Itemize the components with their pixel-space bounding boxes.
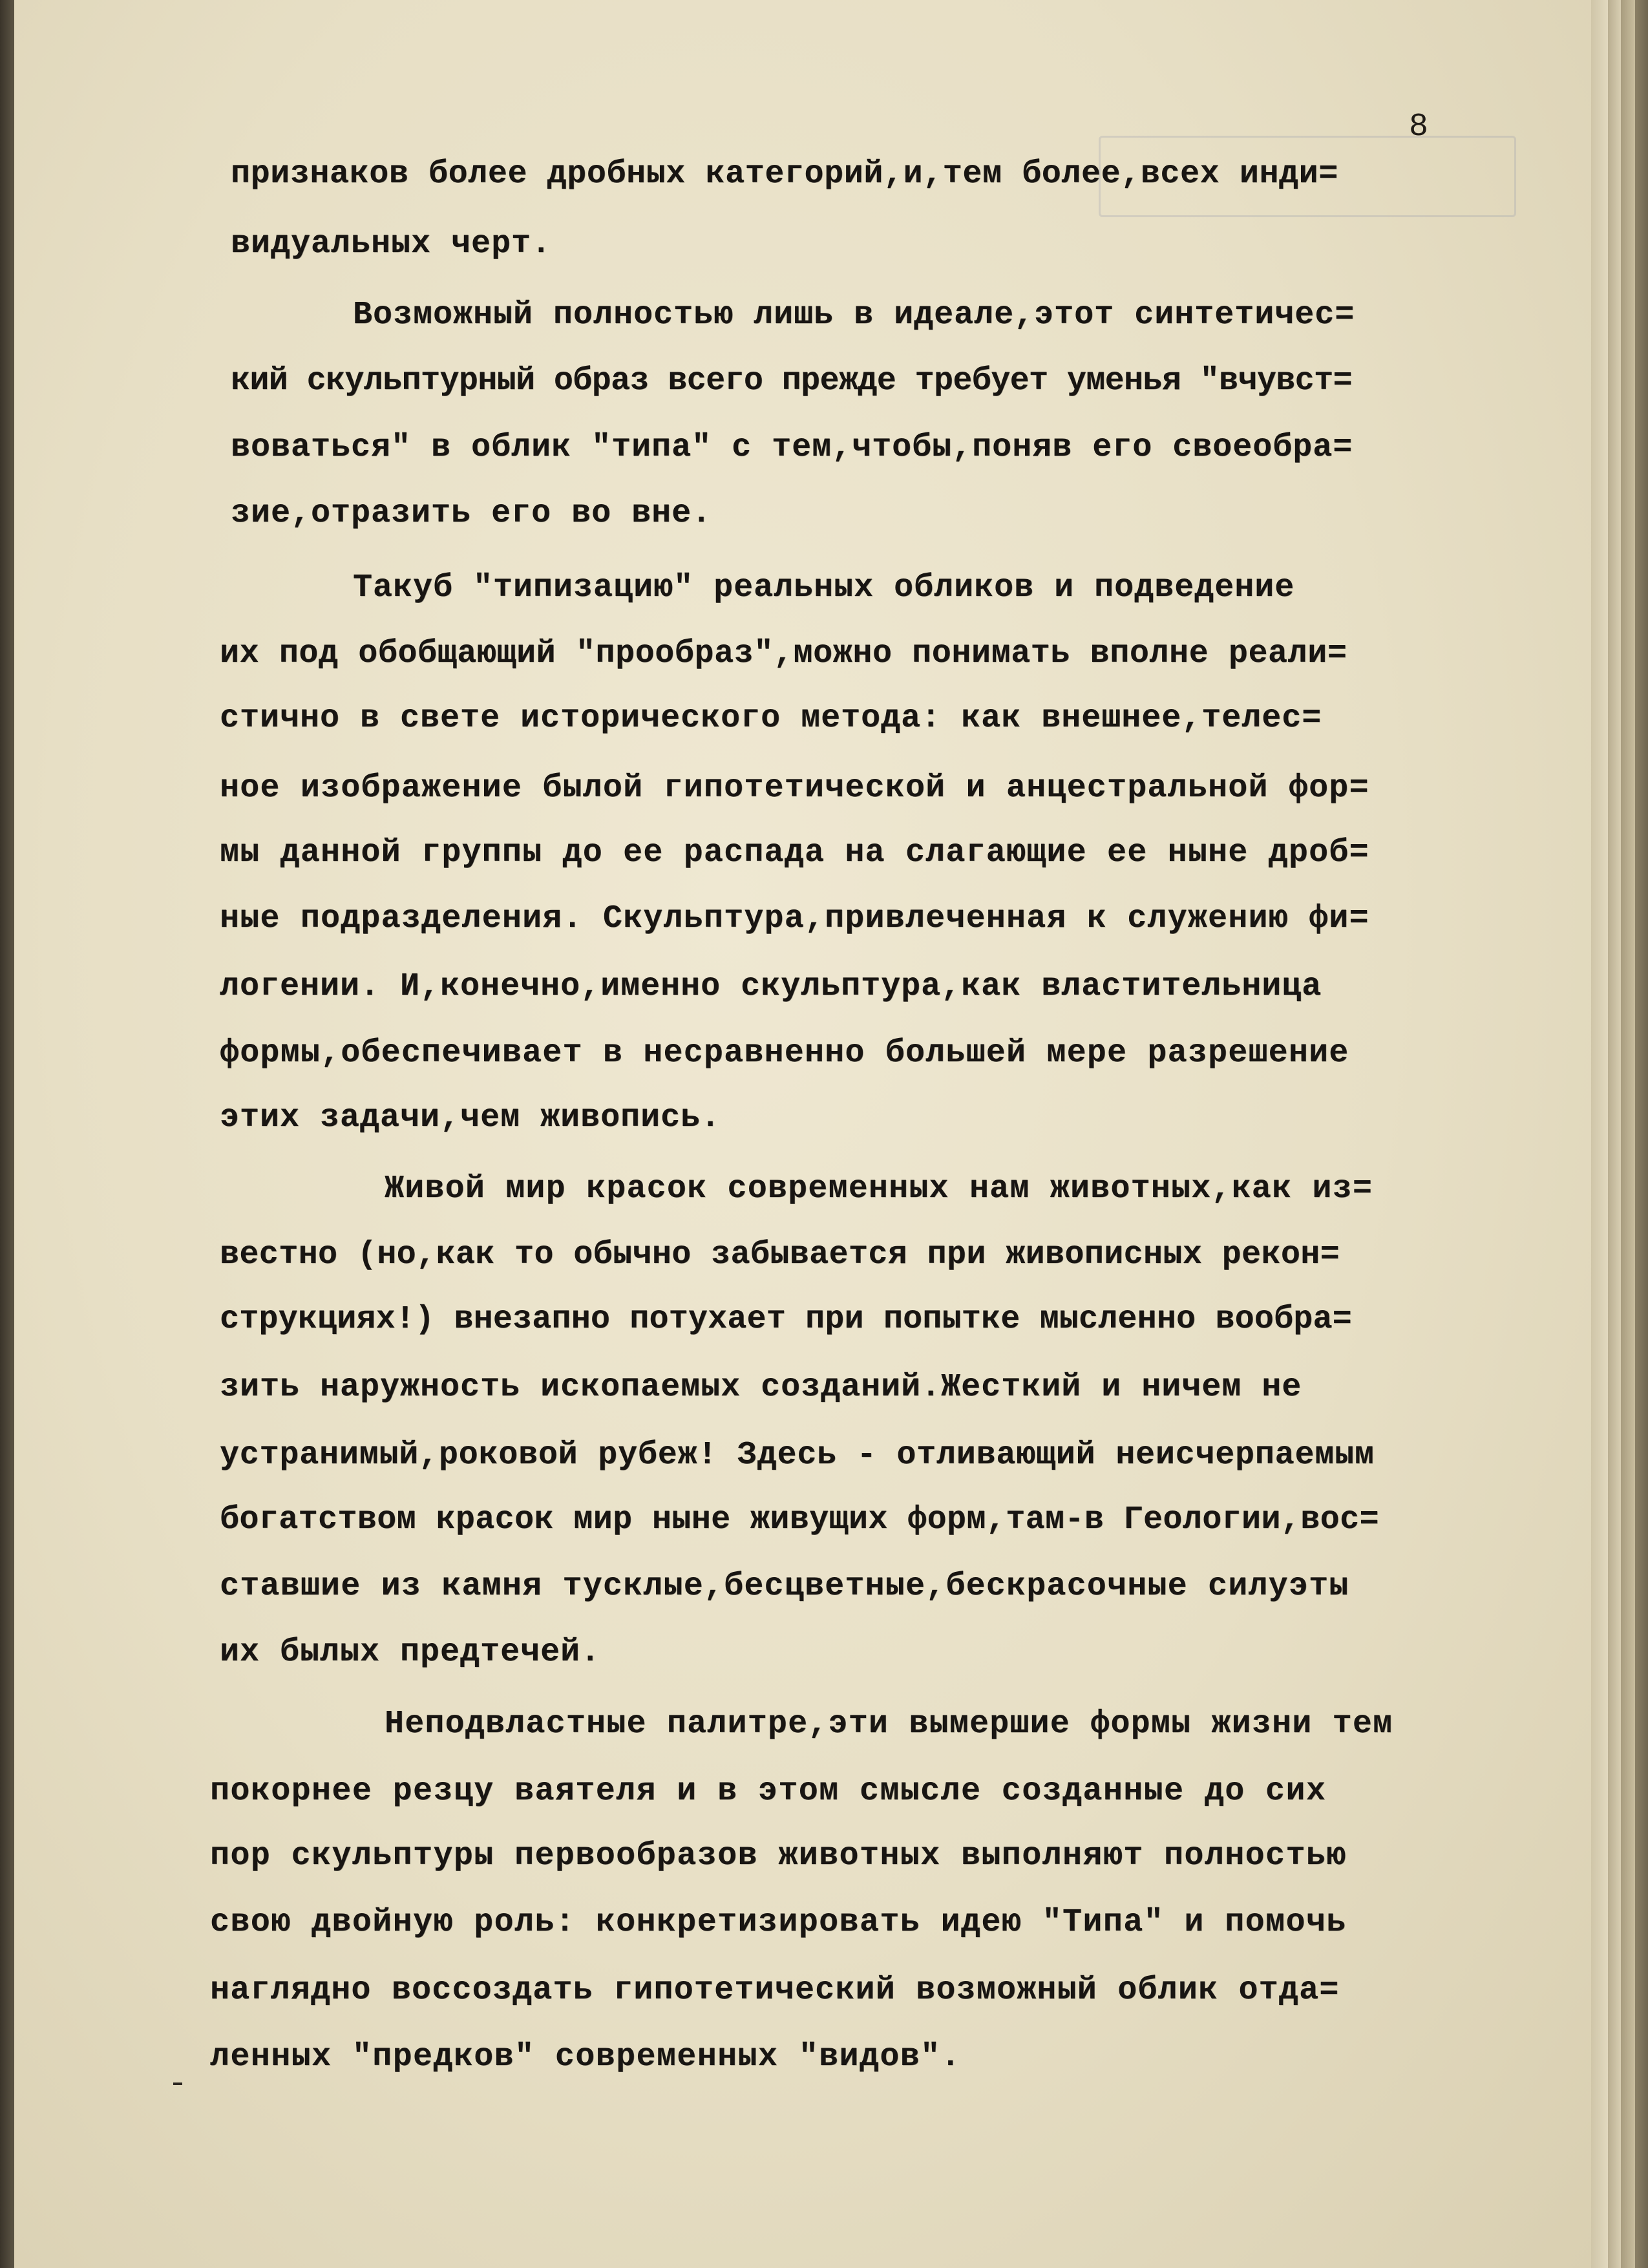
page-number: 8	[1409, 109, 1429, 145]
text-line: формы,обеспечивает в несравненно большей мере разрешение	[220, 1035, 1349, 1072]
text-line: ставшие из камня тусклые,бесцветные,бескрасочные силуэты	[220, 1568, 1349, 1605]
page-edge	[1635, 0, 1648, 2268]
text-line: их былых предтечей.	[220, 1634, 601, 1671]
text-line: мы данной группы до ее распада на слагающие ее ныне дроб=	[220, 834, 1369, 871]
text-line: ное изображение былой гипотетической и анцестральной фор=	[220, 770, 1369, 807]
text-line: струкциях!) внезапно потухает при попытке мысленно вообра=	[220, 1301, 1352, 1338]
text-line: кий скульптурный образ всего прежде требует уменья "вчувст=	[231, 363, 1352, 399]
text-line: их под обобщающий "прообраз",можно понимать вполне реали=	[220, 635, 1347, 672]
text-line: зить наружность ископаемых созданий.Жесткий и ничем не	[220, 1369, 1302, 1406]
text-line: Неподвластные палитре,эти вымершие формы жизни тем	[385, 1706, 1393, 1743]
text-line: стично в свете исторического метода: как внешнее,телес=	[220, 700, 1322, 737]
page-edge	[1591, 0, 1608, 2268]
text-line: логении. И,конечно,именно скульптура,как властительница	[220, 968, 1322, 1005]
text-line: воваться" в облик "типа" с тем,чтобы,поняв его своеобра=	[231, 429, 1353, 466]
text-line: Возможный полностью лишь в идеале,этот синтетичес=	[353, 297, 1355, 334]
text-line: покорнее резцу ваятеля и в этом смысле созданные до сих	[210, 1773, 1327, 1810]
text-line: видуальных черт.	[231, 226, 552, 262]
page-edge	[1621, 0, 1635, 2268]
text-line: признаков более дробных категорий,и,тем более,всех инди=	[231, 156, 1338, 193]
text-line: устранимый,роковой рубеж! Здесь - отливающий неисчерпаемым	[220, 1437, 1375, 1474]
margin-mark	[173, 2083, 182, 2085]
text-line: свою двойную роль: конкретизировать идею "Типа" и помочь	[210, 1904, 1347, 1941]
text-line: богатством красок мир ныне живущих форм,там-в Геологии,вос=	[220, 1501, 1379, 1538]
text-line: пор скульптуры первообразов животных выполняют полностью	[210, 1838, 1347, 1874]
text-line: ные подразделения. Скульптура,привлеченная к служению фи=	[220, 900, 1369, 937]
text-line: вестно (но,как то обычно забывается при живописных рекон=	[220, 1236, 1340, 1273]
text-line: наглядно воссоздать гипотетический возможный облик отда=	[210, 1972, 1340, 2009]
text-line: ленных "предков" современных "видов".	[210, 2039, 961, 2075]
text-line: этих задачи,чем живопись.	[220, 1099, 721, 1136]
page-edge	[1608, 0, 1621, 2268]
text-line: Такуб "типизацию" реальных обликов и подведение	[353, 569, 1295, 606]
text-line: зие,отразить его во вне.	[231, 495, 712, 532]
text-line: Живой мир красок современных нам животных,как из=	[385, 1171, 1373, 1207]
